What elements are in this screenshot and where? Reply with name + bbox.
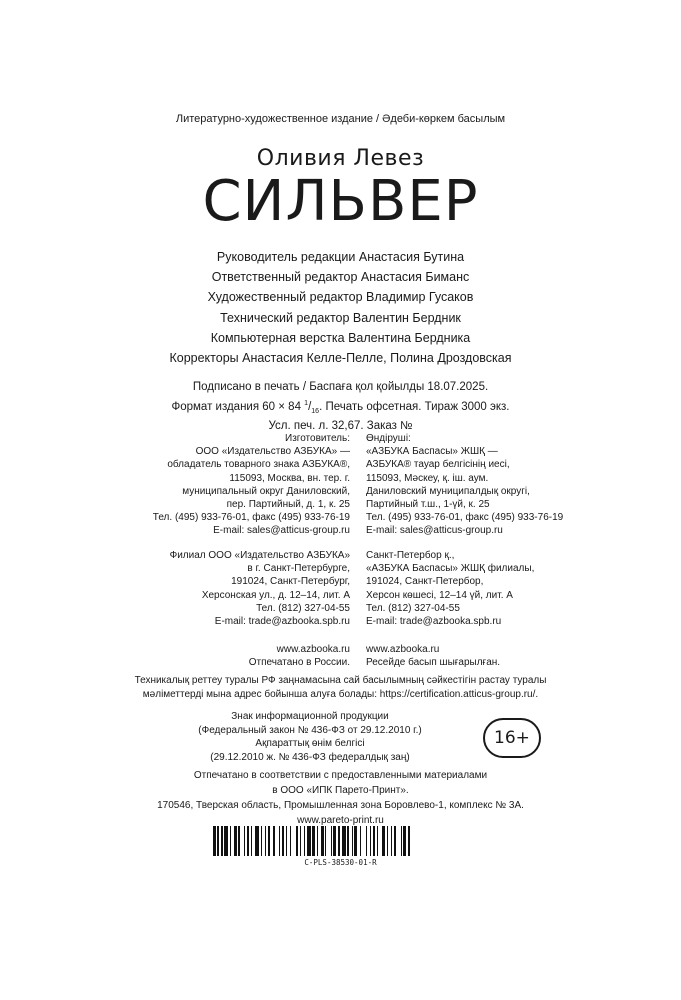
order-line: Усл. печ. л. 32,67. Заказ № [268, 420, 413, 433]
barcode-bar [342, 826, 346, 856]
barcode-bar [234, 826, 237, 856]
info-sign-line: Ақпараттық өнім белгісі [255, 738, 365, 750]
tech-regulation-line: Техникалық реттеу туралы РФ заңнамасына сай басылымның сәйкестігін растау туралы [134, 675, 547, 686]
barcode-bar [377, 826, 378, 856]
series-label: Литературно-художественное издание / Әдеби-көркем басылым [175, 113, 506, 125]
barcode-bar [382, 826, 385, 856]
tech-regulation-line: мәліметтерді мына адрес бойынша алуға болады: https://certification.atticus-group.ru/. [142, 689, 539, 700]
barcode-bar [300, 826, 301, 856]
manufacturer-ru-line: 115093, Москва, вн. тер. г. [229, 472, 350, 484]
manufacturer-ru-line: пер. Партийный, д. 1, к. 25 [226, 499, 350, 511]
format-suffix: . Печать офсетная. Тираж 3000 экз. [319, 400, 510, 413]
barcode-bar [261, 826, 262, 856]
manufacturer-kz-line: Партийный т.ш., 1-үй, к. 25 [366, 499, 490, 511]
printing-house-line: Отпечатано в соответствии с предоставленными материалами [193, 770, 488, 781]
credit-line: Технический редактор Валентин Бердник [220, 310, 461, 325]
credit-line: Художественный редактор Владимир Гусаков [207, 290, 474, 305]
barcode-bar [370, 826, 371, 856]
manufacturer-kz-line: Өндіруші: [366, 433, 411, 444]
manufacturer-ru-line: Тел. (495) 933-76-01, факс (495) 933-76-19 [152, 512, 350, 524]
barcode-bar [290, 826, 291, 856]
barcode-bar [268, 826, 271, 856]
signed-to-print: Подписано в печать / Баспаға қол қойылды 18.07.2025. [192, 381, 489, 393]
barcode-bar [238, 826, 239, 856]
barcode-bar [213, 826, 216, 856]
barcode-bar [333, 826, 336, 856]
branch-ru-line: 191024, Санкт-Петербург, [231, 576, 350, 588]
fraction-slash: / [308, 400, 312, 413]
tech-regulation-note [0, 674, 681, 702]
barcode-bar [354, 826, 357, 856]
barcode-bar [265, 826, 266, 856]
barcode-bar [286, 826, 287, 856]
printing-house-line: www.pareto-print.ru [297, 815, 384, 826]
barcode-bar [230, 826, 231, 856]
manufacturer-ru-line: муниципальный округ Даниловский, [182, 485, 350, 497]
barcode-bar [244, 826, 245, 856]
barcode-bar [387, 826, 388, 856]
printing-house [0, 768, 681, 828]
format-prefix: Формат издания 60 × 84 [171, 400, 305, 413]
barcode-bar [403, 826, 406, 856]
branch-ru-line: E-mail: trade@azbooka.spb.ru [214, 616, 350, 628]
manufacturer-kz-line: Тел. (495) 933-76-01, факс (495) 933-76-19 [366, 512, 564, 524]
manufacturer-ru-line: Изготовитель: [285, 433, 350, 444]
credit-line: Ответственный редактор Анастасия Биманс [211, 270, 470, 285]
barcode-bar [307, 826, 311, 856]
credit-line: Корректоры Анастасия Келле-Пелле, Полина Дроздовская [169, 351, 512, 366]
credit-line: Компьютерная верстка Валентина Бердника [210, 330, 471, 345]
branch-ru-line: Филиал ООО «Издательство АЗБУКА» [169, 550, 350, 561]
printed-in-russia: Отпечатано в России. [248, 657, 350, 669]
branch-kz-line: Тел. (812) 327-04-55 [366, 602, 460, 614]
info-sign-line: Знак информационной продукции [231, 711, 389, 722]
info-sign-line: (Федеральный закон № 436-ФЗ от 29.12.2010 г.) [198, 724, 422, 736]
manufacturer-kz-line: 115093, Мәскеу, қ. іш. аум. [366, 472, 489, 484]
branch-ru-line: в г. Санкт-Петербурге, [247, 563, 350, 575]
manufacturer-kz [366, 432, 563, 538]
barcode-bar [247, 826, 250, 856]
credit-line: Руководитель редакции Анастасия Бутина [216, 250, 465, 264]
barcode-bar [325, 826, 326, 856]
manufacturer-ru-line: E-mail: sales@atticus-group.ru [213, 525, 350, 537]
print-details [0, 380, 681, 435]
barcode-bar [347, 826, 348, 856]
manufacturer-kz-line: Даниловский муниципалдық округі, [366, 485, 530, 497]
printing-house-line: 170546, Тверская область, Промышленная зона Боровлево-1, комплекс № 3А. [157, 800, 524, 811]
branch-kz-line: Санкт-Петербор қ., [366, 550, 455, 561]
manufacturer-ru [153, 432, 350, 538]
barcode-bar [360, 826, 361, 856]
barcode-bar [282, 826, 285, 856]
branch-kz-line: 191024, Санкт-Петербор, [366, 576, 484, 588]
barcode-bar [373, 826, 376, 856]
barcode-bar [394, 826, 397, 856]
barcode-bar [217, 826, 218, 856]
format-line [0, 396, 681, 420]
barcode-bar [391, 826, 392, 856]
barcode-bar [255, 826, 259, 856]
barcode-bar [321, 826, 324, 856]
web-kz [366, 643, 500, 669]
barcode-bar [338, 826, 341, 856]
fraction-denominator: 16 [311, 407, 320, 415]
book-author: Оливия Левез [256, 146, 425, 171]
barcode [213, 826, 468, 856]
barcode-number: C-PLS-38530-01-R [304, 858, 377, 867]
barcode-bar [304, 826, 305, 856]
barcode-bar [331, 826, 332, 856]
branch-kz-line: «АЗБУКА Баспасы» ЖШҚ филиалы, [366, 563, 535, 575]
branch-ru-line: Херсонская ул., д. 12–14, лит. А [201, 589, 350, 601]
info-sign-line: (29.12.2010 ж. № 436-ФЗ федералдық заң) [210, 751, 410, 763]
branch-kz-line: Херсон көшесі, 12–14 үй, лит. А [366, 589, 513, 601]
printed-in-russia-kz: Ресейде басып шығарылған. [366, 657, 501, 669]
publisher-website: www.azbooka.ru [366, 644, 440, 655]
barcode-bar [279, 826, 280, 856]
branch-kz [366, 549, 534, 628]
barcode-bar [366, 826, 367, 856]
barcode-bar [296, 826, 299, 856]
book-title: СИЛЬВЕР [202, 169, 479, 234]
manufacturer-kz-line: E-mail: sales@atticus-group.ru [366, 525, 503, 537]
manufacturer-kz-line: «АЗБУКА Баспасы» ЖШҚ — [366, 446, 498, 458]
barcode-bar [317, 826, 318, 856]
branch-ru [170, 549, 350, 628]
barcode-bar [273, 826, 274, 856]
barcode-bar [401, 826, 402, 856]
barcode-bar [312, 826, 315, 856]
age-rating-badge: 16+ [483, 718, 541, 758]
manufacturer-ru-line: ООО «Издательство АЗБУКА» — [195, 446, 350, 458]
barcode-bar [352, 826, 353, 856]
web-ru [249, 643, 350, 669]
barcode-bar [221, 826, 222, 856]
fraction-numerator: 1 [304, 399, 309, 407]
manufacturer-kz-line: АЗБУКА® тауар белгісінің иесі, [366, 459, 510, 471]
manufacturer-ru-line: обладатель товарного знака АЗБУКА®, [167, 459, 350, 471]
barcode-bar [408, 826, 411, 856]
barcode-bar [224, 826, 228, 856]
branch-kz-line: E-mail: trade@azbooka.spb.ru [366, 616, 502, 628]
publisher-website: www.azbooka.ru [276, 644, 350, 655]
branch-ru-line: Тел. (812) 327-04-55 [256, 602, 350, 614]
printing-house-line: в ООО «ИПК Парето-Принт». [272, 785, 409, 796]
barcode-bar [251, 826, 252, 856]
editorial-credits [0, 247, 681, 368]
